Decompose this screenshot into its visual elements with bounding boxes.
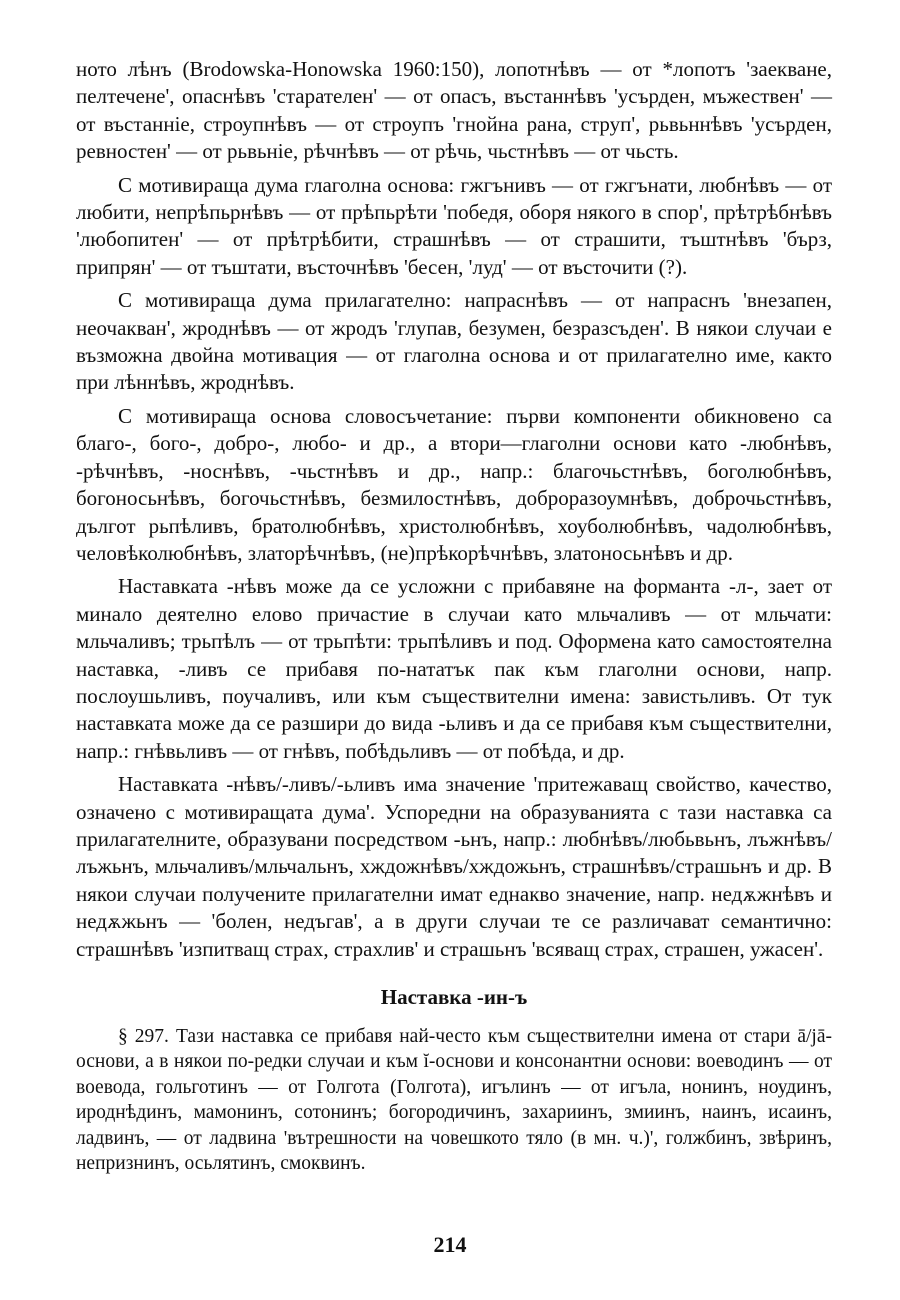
paragraph-meaning: Наставката -нѣвъ/-ливъ/-ьливъ има значение 'притежаващ свойство, качество, означено с мотивиращата дума'. Успоредни на образуванията с тази наставка са прилагателните, образувани посредством -ьнъ, напр.: любнѣвъ/любьвьнъ, лъжнѣвъ/лъжьнъ, мльчаливъ/мльчальнъ, хждожнѣвъ/хждожьнъ, страшнѣвъ/страшьнъ и др. В някои случаи получените прилагателни имат еднакво значение, напр. недѫжнѣвъ и недѫжьнъ — 'болен, недъгав', а в други случаи те се различават семантично: страшнѣвъ 'изпитващ страх, страхлив' и страшьнъ 'всяващ страх, страшен, ужасен'. [76, 772, 832, 961]
paragraph-compound: С мотивираща основа словосъчетание: първи компоненти обикновено са благо-, бого-, добро-, любо- и др., а втори—глаголни основи като -любнѣвъ, -рѣчнѣвъ, -носнѣвъ, -чьстнѣвъ и др., напр.: благочьстнѣвъ, боголюбнѣвъ, богоносьнѣвъ, богочьстнѣвъ, безмилостнѣвъ, доброразоумнѣвъ, доброчьстнѣвъ, дългот рьпѣливъ, братолюбнѣвъ, христолюбнѣвъ, хоуболюбнѣвъ, чадолюбнѣвъ, человѣколюбнѣвъ, златорѣчнѣвъ, (не)прѣкорѣчнѣвъ, златоносьнѣвъ и др. [76, 403, 832, 565]
paragraph-verb-base: С мотивираща дума глаголна основа: гжгънивъ — от гжгънати, любнѣвъ — от любити, непрѣпьрнѣвъ — от прѣпьрѣти 'победя, оборя някого в спор', прѣтрѣбнѣвъ 'любопитен' — от прѣтрѣбити, страшнѣвъ — от страшити, тъштнѣвъ 'бърз, припрян' — от тъштати, въсточнѣвъ 'бесен, 'луд' — от въсточити (?). [76, 172, 832, 279]
page-body [76, 56, 832, 1176]
page-number: 214 [433, 1232, 467, 1257]
section-heading: Наставка -ин-ъ [380, 985, 528, 1009]
section-paragraph: § 297. Тази наставка се прибавя най-често към съществителни имена от стари ā/jā-основи, а в някои по-редки случаи и към ĭ-основи и консонантни основи: воеводинъ — от воевода, гольготинъ — от Голгота (Голгота), игълинъ — от игъла, нонинъ, ноудинъ, ироднѣдинъ, мамонинъ, сотонинъ; богородичинъ, захариинъ, змиинъ, наинъ, исаинъ, ладвинъ, — от ладвина 'вътрешности на човешкото тяло (в мн. ч.)', голжбинъ, звѣринъ, непризнинъ, осьлятинъ, смоквинъ. [76, 1026, 832, 1175]
paragraph-suffix-l: Наставката -нѣвъ може да се усложни с прибавяне на форманта -л-, зает от минало деятелно елово причастие в случаи като мльчаливъ — от мльчати: мльчаливъ; трьпѣлъ — от трьпѣти: трьпѣливъ и под. Оформена като самостоятелна наставка, -ливъ се прибавя по-нататък пак към глаголни основи, напр. послоушьливъ, поучаливъ, или към съществителни имена: завистьливъ. От тук наставката може да се разшири до вида -ьливъ и да се прибавя към съществителни, напр.: гнѣвьливъ — от гнѣвъ, побѣдьливъ — от побѣда, и др. [76, 574, 832, 763]
paragraph-adjective: С мотивираща дума прилагателно: напраснѣвъ — от напраснъ 'внезапен, неочакван', жроднѣвъ — от жродъ 'глупав, безумен, безразсъден'. В някои случаи е възможна двойна мотивация — от глаголна основа и от прилагателно име, както при лѣннѣвъ, жроднѣвъ. [76, 288, 832, 395]
paragraph-continuation: ното лѣнъ (Brodowska-Honowska 1960:150), лопотнѣвъ — от *лопотъ 'заекване, пелтечене', опаснѣвъ 'старателен' — от опасъ, въстаннѣвъ 'усърден, мъжествен' — от въстанніе, строупнѣвъ — от строупъ 'гнойна рана, струп', рьвьннѣвъ 'усърден, ревностен' — от рьвьніе, рѣчнѣвъ — от рѣчь, чьстнѣвъ — от чьсть. [76, 57, 832, 164]
